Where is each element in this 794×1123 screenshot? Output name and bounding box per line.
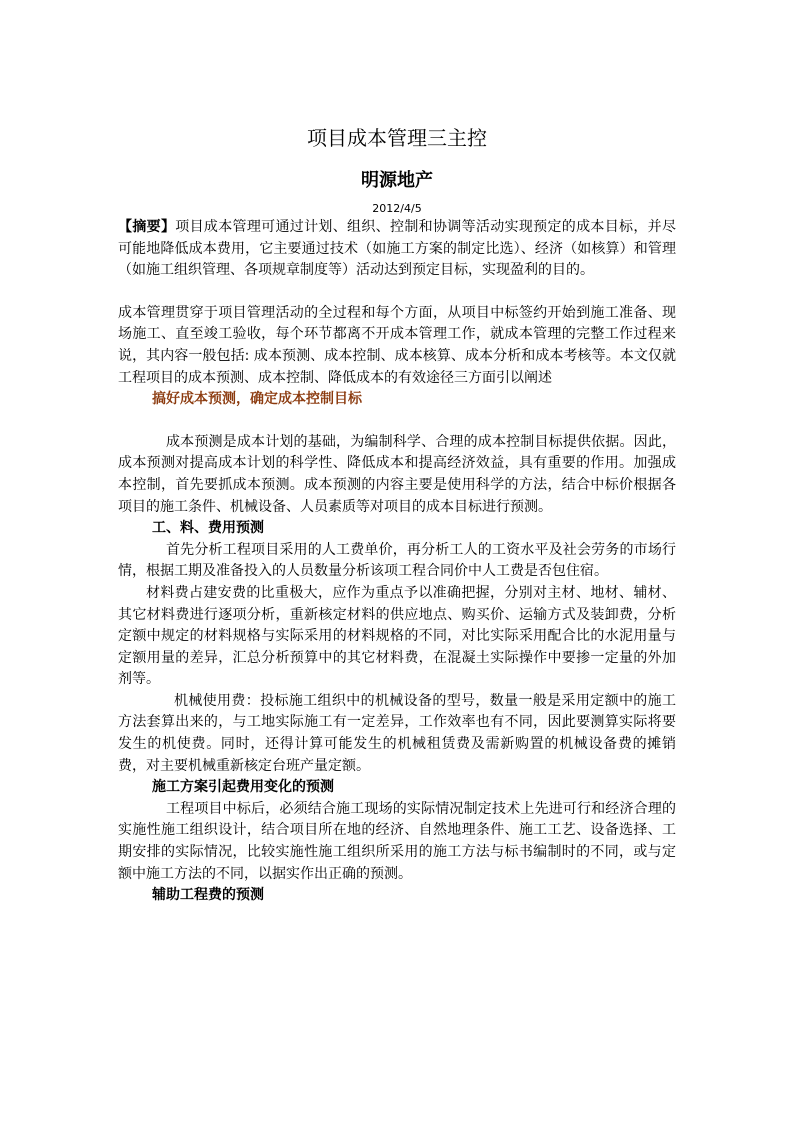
- document-subtitle: 明源地产: [361, 170, 433, 191]
- subsection-heading-auxiliary: 辅助工程费的预测: [152, 887, 264, 904]
- labor-cost-paragraph: 首先分析工程项目采用的人工费单价，再分析工人的工资水平及社会劳务的市场行情，根据工期及准备投入的人员数量分析该项工程合同价中人工费是否包住宿。: [118, 541, 676, 580]
- abstract-text: 项目成本管理可通过计划、组织、控制和协调等活动实现预定的成本目标，并尽可能地降低成本费用，它主要通过技术（如施工方案的制定比选）、经济（如核算）和管理（如施工组织管理、各项规章制度等）活动达到预定目标，实现盈利的目的。: [118, 219, 677, 279]
- section-heading-cost-forecast: 搞好成本预测，确定成本控制目标: [152, 391, 362, 408]
- document-body: [118, 217, 676, 907]
- section-paragraph-cost-forecast: 成本预测是成本计划的基础，为编制科学、合理的成本控制目标提供依据。因此，成本预测对提高成本计划的科学性、降低成本和提高经济效益，具有重要的作用。加强成本控制，首先要抓成本预测。成本预测的内容主要是使用科学的方法，结合中标价根据各项目的施工条件、机械设备、人员素质等对项目的成本目标进行预测。: [118, 433, 676, 515]
- intro-paragraph: 成本管理贯穿于项目管理活动的全过程和每个方面，从项目中标签约开始到施工准备、现场施工、直至竣工验收，每个环节都离不开成本管理工作，就成本管理的完整工作过程来说，其内容一般包括: 成本预测、成本控制、成本核算、成本分析和成本考核等。本文仅就工程项目的成本预测、成本控制、降低成本的有效途径三方面引以阐述: [118, 304, 676, 386]
- document-date: 2012/4/5: [372, 202, 422, 215]
- abstract-paragraph: [118, 217, 676, 282]
- machinery-cost-paragraph: 机械使用费：投标施工组织中的机械设备的型号，数量一般是采用定额中的施工方法套算出来的，与工地实际施工有一定差异，工作效率也有不同，因此要测算实际将要发生的机使费。同时，还得计算可能发生的机械租赁费及需新购置的机械设备费的摊销费，对主要机械重新核定台班产量定额。: [118, 692, 676, 774]
- abstract-tag: 【摘要】: [118, 219, 176, 235]
- material-cost-paragraph: 材料费占建安费的比重极大，应作为重点予以准确把握，分别对主材、地材、辅材、其它材料费进行逐项分析，重新核定材料的供应地点、购买价、运输方式及装卸费，分析定额中规定的材料规格与实际采用的材料规格的不同，对比实际采用配合比的水泥用量与定额用量的差异，汇总分析预算中的其它材料费，在混凝土实际操作中要掺一定量的外加剂等。: [118, 584, 676, 688]
- subsection-heading-construction-plan: 施工方案引起费用变化的预测: [152, 779, 334, 796]
- paragraph-gap: [118, 282, 676, 303]
- construction-plan-paragraph: 工程项目中标后，必须结合施工现场的实际情况制定技术上先进可行和经济合理的实施性施工组织设计，结合项目所在地的经济、自然地理条件、施工工艺、设备选择、工期安排的实际情况，比较实施性施工组织所采用的施工方法与标书编制时的不同，或与定额中施工方法的不同，以据实作出正确的预测。: [118, 800, 676, 882]
- paragraph-gap: [118, 411, 676, 432]
- document-title: 项目成本管理三主控: [307, 126, 487, 150]
- subsection-heading-labor-material: 工、料、费用预测: [152, 520, 264, 537]
